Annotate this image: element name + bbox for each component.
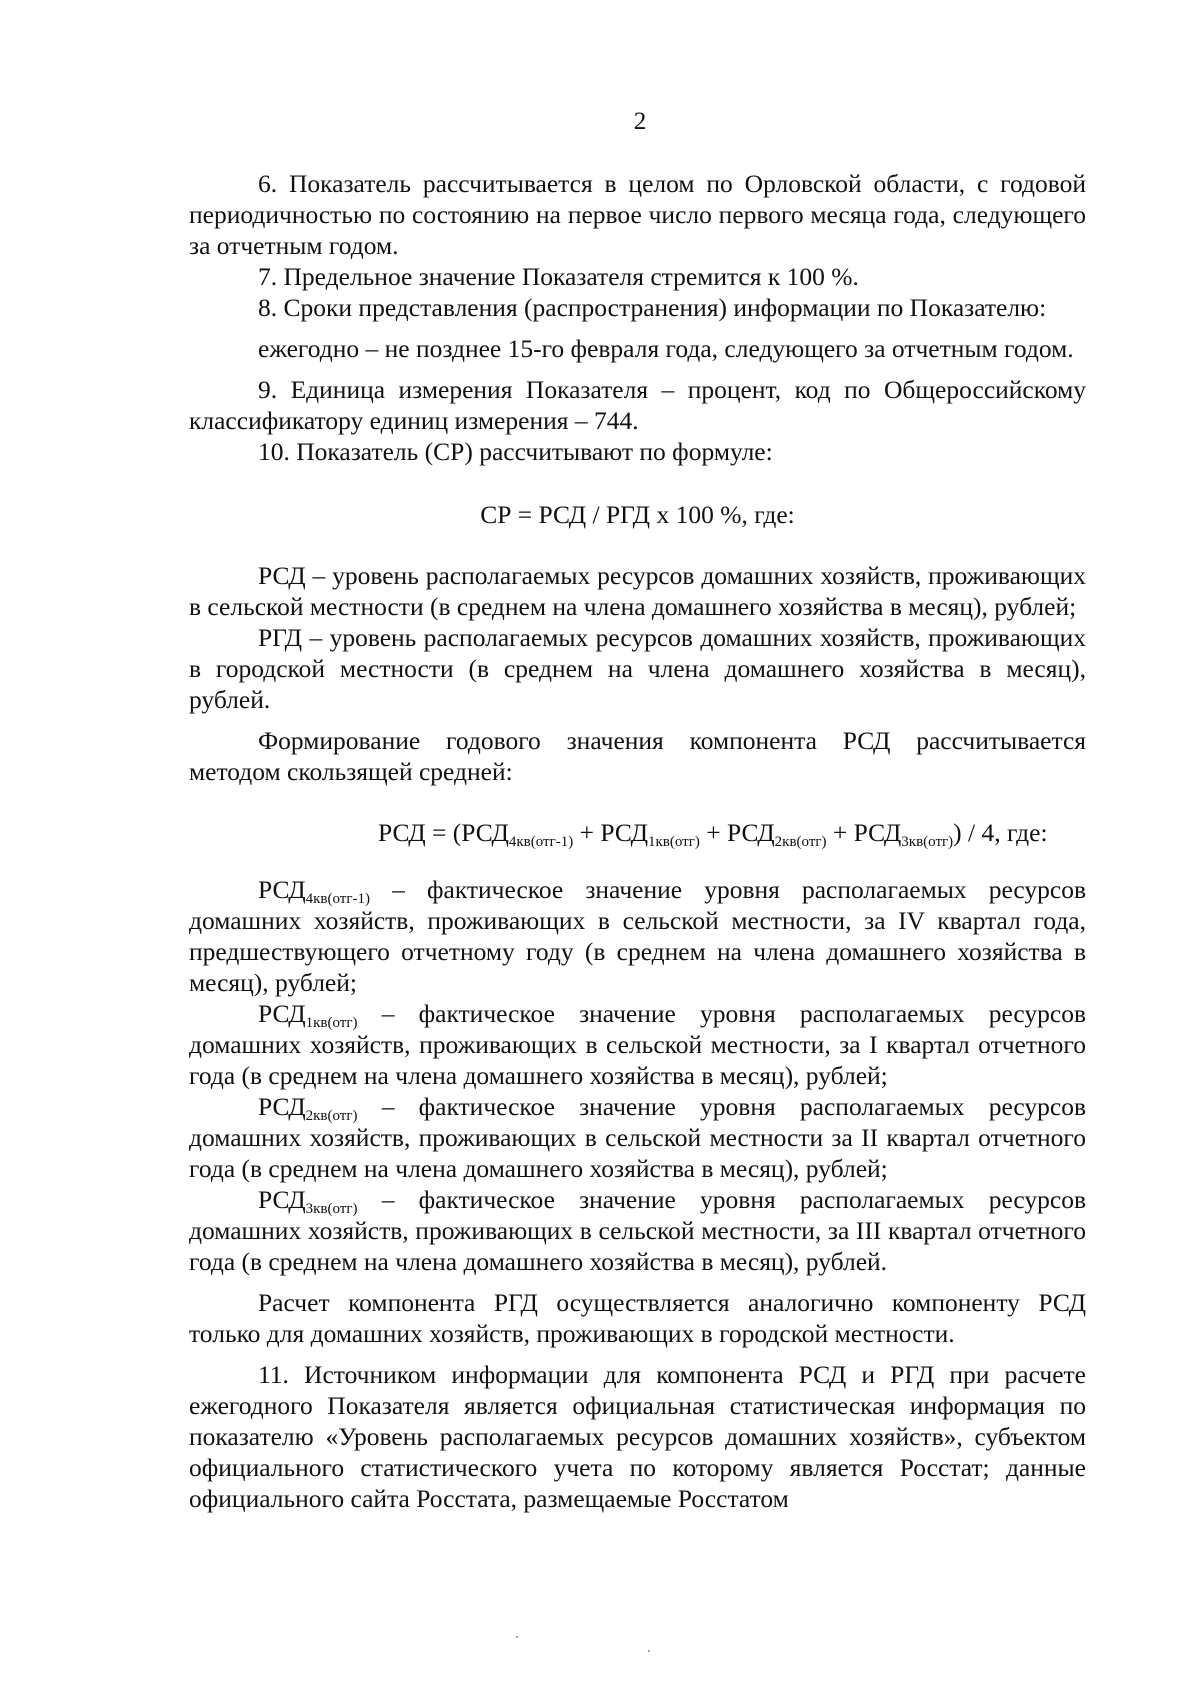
item-8: 8. Сроки представления (распространения) информации по Показателю: — [258, 293, 1047, 322]
item-7: 7. Предельное значение Показателя стремится к 100 %. — [258, 262, 859, 291]
definition-rgd: РГД – уровень располагаемых ресурсов домашних хозяйств, проживающих в городской местности (в среднем на члена домашнего хозяйства в месяц), рублей. — [189, 623, 1086, 714]
component-rsd-1q: $РСД_{1кв(отг)}$ – фактическое значение уровня располагаемых ресурсов домашних хозяйств, проживающих в сельской местности, за I квартал отчетного года (в среднем на члена домашнего хозяйства в месяц), рублей; — [189, 999, 1086, 1090]
scan-speck — [648, 1650, 650, 1652]
definition-rsd: РСД – уровень располагаемых ресурсов домашних хозяйств, проживающих в сельской местности (в среднем на члена домашнего хозяйства в месяц), рублей; — [189, 561, 1086, 621]
scan-speck — [516, 1636, 518, 1638]
formation-text: Формирование годового значения компонента РСД рассчитывается методом скользящей средней: — [189, 726, 1086, 786]
component-rsd-4q: $РСД_{4кв(отг-1)}$ – фактическое значение уровня располагаемых ресурсов домашних хозяйств, проживающих в сельской местности, за IV квартал года, предшествующего отчетному году (в среднем на члена домашнего хозяйства в месяц), рублей; — [189, 875, 1086, 997]
document-body — [189, 168, 1086, 1514]
item-10: 10. Показатель (СР) рассчитывают по формуле: — [258, 437, 773, 466]
item-6: 6. Показатель рассчитывается в целом по Орловской области, с годовой периодичностью по состоянию на первое число первого месяца года, следующего за отчетным годом. — [189, 169, 1086, 260]
formula-sr: СР = РСД / РГД х 100 %, где: — [480, 500, 795, 529]
formula-rsd: РСД = $(РСД_{4кв(отг-1)} + РСД_{1кв(отг)} + РСД_{2кв(отг)} + РСД_{3кв(отг)}) / 4$, где: — [378, 818, 1048, 850]
page-number: 2 — [633, 108, 647, 135]
component-rsd-3q: $РСД_{3кв(отг)}$ – фактическое значение уровня располагаемых ресурсов домашних хозяйств, проживающих в сельской местности, за III квартал отчетного года (в среднем на члена домашнего хозяйства в месяц), рублей. — [189, 1185, 1086, 1276]
item-11: 11. Источником информации для компонента РСД и РГД при расчете ежегодного Показателя является официальная статистическая информация по показателю «Уровень располагаемых ресурсов домашних хозяйств», субъектом официального статистического учета по которому является Росстат; данные официального сайта Росстата, размещаемые Росстатом — [189, 1360, 1086, 1513]
component-rsd-2q: $РСД_{2кв(отг)}$ – фактическое значение уровня располагаемых ресурсов домашних хозяйств, проживающих в сельской местности за II квартал отчетного года (в среднем на члена домашнего хозяйства в месяц), рублей; — [189, 1092, 1086, 1183]
rgd-calculation: Расчет компонента РГД осуществляется аналогично компоненту РСД только для домашних хозяйств, проживающих в городской местности. — [189, 1288, 1086, 1348]
item-8-deadline: ежегодно – не позднее 15-го февраля года, следующего за отчетным годом. — [258, 334, 1074, 363]
item-9: 9. Единица измерения Показателя – процент, код по Общероссийскому классификатору единиц измерения – 744. — [189, 375, 1086, 435]
